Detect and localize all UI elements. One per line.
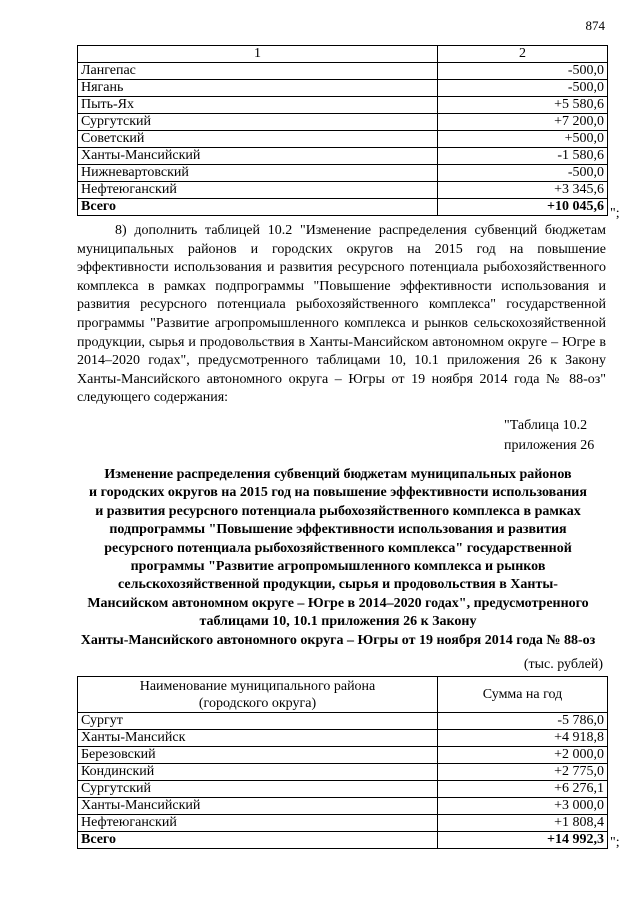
row-name: Лангепас xyxy=(78,63,438,80)
row-name: Сургутский xyxy=(78,781,438,798)
title-line: Ханты-Мансийского автономного округа – Югры от 19 ноября 2014 года № 88-оз xyxy=(80,632,596,648)
row-name: Ханты-Мансийский xyxy=(78,148,438,165)
total-value: +14 992,3 xyxy=(438,832,608,849)
column-header: 2 xyxy=(438,46,608,63)
page-number: 874 xyxy=(585,18,605,33)
units-label: (тыс. рублей) xyxy=(523,657,603,672)
row-value: -5 786,0 xyxy=(438,713,608,730)
row-value: -500,0 xyxy=(438,80,608,97)
closing-quote: "; xyxy=(610,206,620,221)
total-label: Всего xyxy=(78,832,438,849)
row-name: Кондинский xyxy=(78,764,438,781)
total-row xyxy=(78,199,608,216)
title-line: ресурсного потенциала рыбохозяйственного комплекса" государственной xyxy=(104,540,572,556)
table-row xyxy=(78,730,608,747)
closing-quote: "; xyxy=(610,835,620,850)
table-title xyxy=(68,466,608,650)
table-reference-line: "Таблица 10.2 xyxy=(504,418,588,433)
total-label: Всего xyxy=(78,199,438,216)
column-header: 1 xyxy=(78,46,438,63)
row-name: Советский xyxy=(78,131,438,148)
column-header-amount: Сумма на год xyxy=(438,677,608,713)
table-row xyxy=(78,713,608,730)
title-line: сельскохозяйственной продукции, сырья и продовольствия в Ханты- xyxy=(118,577,558,593)
table-municipal-changes xyxy=(77,45,608,216)
row-value: -500,0 xyxy=(438,63,608,80)
row-name: Сургут xyxy=(78,713,438,730)
table-row xyxy=(78,80,608,97)
table-header-row xyxy=(78,46,608,63)
row-value: +500,0 xyxy=(438,131,608,148)
table-row xyxy=(78,148,608,165)
appendix-reference-line: приложения 26 xyxy=(504,438,595,453)
table-row xyxy=(78,114,608,131)
row-value: +1 808,4 xyxy=(438,815,608,832)
row-value: +2 775,0 xyxy=(438,764,608,781)
table-row xyxy=(78,165,608,182)
title-line: таблицами 10, 10.1 приложения 26 к Закону xyxy=(199,614,477,630)
row-value: +3 000,0 xyxy=(438,798,608,815)
amendment-paragraph: 8) дополнить таблицей 10.2 "Изменение распределения субвенций бюджетам муниципальных районов и городских округов на 2015 год на повышение эффективности использования и развития ресурсного потенциала рыбохозяйственного комплекса в рамках подпрограммы "Повышение эффективности использования и развития ресурсного потенциала рыбохозяйственного комплекса" государственной программы "Развитие агропромышленного комплекса и рынков сельскохозяйственной продукции, сырья и продовольствия в Ханты-Мансийском автономном округе – Югре в 2014–2020 годах", предусмотренного таблицами 10, 10.1 приложения 26 к Закону Ханты-Мансийского автономного округа – Югры от 19 ноября 2014 года № 88-оз" следующего содержания: xyxy=(77,223,606,406)
table-reference-note xyxy=(504,416,594,456)
row-value: +6 276,1 xyxy=(438,781,608,798)
row-name: Нижневартовский xyxy=(78,165,438,182)
row-value: +3 345,6 xyxy=(438,182,608,199)
row-name: Пыть-Ях xyxy=(78,97,438,114)
table-header-row xyxy=(78,677,608,713)
row-value: +4 918,8 xyxy=(438,730,608,747)
total-row xyxy=(78,832,608,849)
table-row xyxy=(78,747,608,764)
row-name: Березовский xyxy=(78,747,438,764)
table-subvention-distribution xyxy=(77,676,608,849)
table-row xyxy=(78,764,608,781)
row-name: Нягань xyxy=(78,80,438,97)
row-value: +7 200,0 xyxy=(438,114,608,131)
table-row xyxy=(78,63,608,80)
row-name: Ханты-Мансийск xyxy=(78,730,438,747)
row-value: +5 580,6 xyxy=(438,97,608,114)
title-line: Изменение распределения субвенций бюджетам муниципальных районов xyxy=(104,467,572,482)
row-name: Нефтеюганский xyxy=(78,815,438,832)
title-line: и развития ресурсного потенциала рыбохозяйственного комплекса в рамках xyxy=(95,503,581,519)
title-line: подпрограммы "Повышение эффективности использования и развития xyxy=(109,522,567,538)
column-header-municipality xyxy=(78,677,438,713)
row-name: Нефтеюганский xyxy=(78,182,438,199)
table-row xyxy=(78,97,608,114)
title-line: Мансийском автономном округе – Югре в 2014–2020 годах", предусмотренного xyxy=(87,595,589,611)
table-row xyxy=(78,131,608,148)
row-value: -1 580,6 xyxy=(438,148,608,165)
header-line: Наименование муниципального района xyxy=(139,678,376,694)
row-value: -500,0 xyxy=(438,165,608,182)
row-name: Сургутский xyxy=(78,114,438,131)
title-line: и городских округов на 2015 год на повышение эффективности использования xyxy=(89,485,587,501)
table-row xyxy=(78,781,608,798)
table-row xyxy=(78,182,608,199)
row-value: +2 000,0 xyxy=(438,747,608,764)
table-row xyxy=(78,815,608,832)
title-line: программы "Развитие агропромышленного комплекса и рынков xyxy=(130,559,546,575)
row-name: Ханты-Мансийский xyxy=(78,798,438,815)
header-line: (городского округа) xyxy=(198,695,317,711)
total-value: +10 045,6 xyxy=(438,199,608,216)
table-row xyxy=(78,798,608,815)
